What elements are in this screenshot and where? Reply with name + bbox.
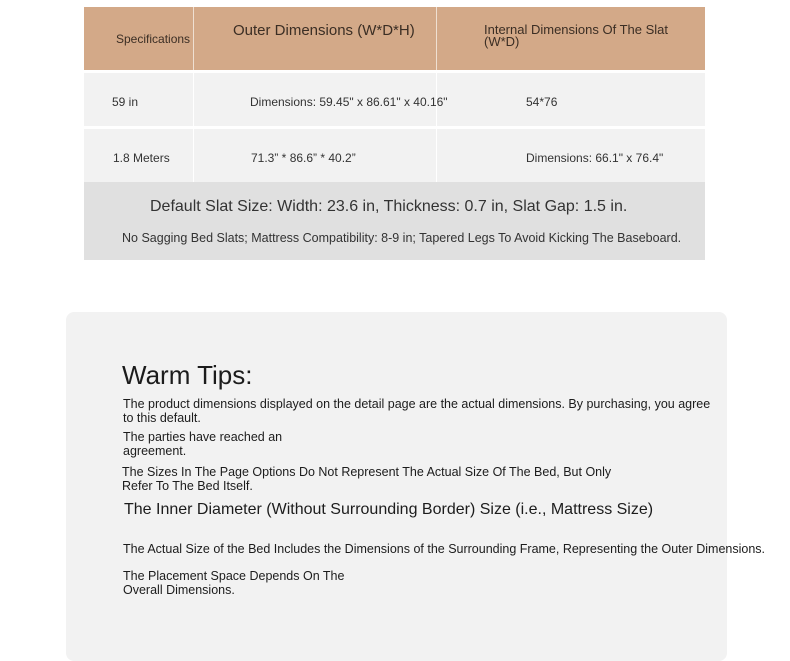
table-header xyxy=(84,7,705,70)
outer-cell: 71.3” * 86.6” * 40.2” xyxy=(251,151,356,165)
column-divider xyxy=(436,129,437,182)
tip-line: The parties have reached an agreement. xyxy=(123,430,283,458)
column-divider xyxy=(193,129,194,182)
internal-cell: Dimensions: 66.1" x 76.4" xyxy=(526,151,664,165)
warm-tips-panel xyxy=(66,312,766,661)
outer-cell: Dimensions: 59.45" x 86.61" x 40.16" xyxy=(250,95,448,109)
table-row xyxy=(84,129,705,182)
header-outer-dimensions: Outer Dimensions (W*D*H) xyxy=(233,22,415,39)
tip-line: The product dimensions displayed on the detail page are the actual dimensions. By purchasing, you agree to this default. xyxy=(123,397,711,425)
tip-heading: The Inner Diameter (Without Surrounding Border) Size (i.e., Mattress Size) xyxy=(124,501,654,518)
features-text: No Sagging Bed Slats; Mattress Compatibility: 8-9 in; Tapered Legs To Avoid Kicking The Baseboard. xyxy=(122,231,682,245)
header-internal-dimensions: Internal Dimensions Of The Slat (W*D) xyxy=(484,22,669,49)
slat-size-text: Default Slat Size: Width: 23.6 in, Thickness: 0.7 in, Slat Gap: 1.5 in. xyxy=(150,198,628,215)
table-row xyxy=(84,73,705,126)
column-divider xyxy=(436,7,437,70)
slat-note xyxy=(84,182,705,260)
tip-line: The Actual Size of the Bed Includes the Dimensions of the Surrounding Frame, Representing the Outer Dimensions. xyxy=(123,542,766,556)
tip-line: The Placement Space Depends On The Overall Dimensions. xyxy=(123,569,345,597)
spec-cell: 1.8 Meters xyxy=(113,151,170,165)
column-divider xyxy=(193,73,194,126)
spec-cell: 59 in xyxy=(112,95,139,109)
tip-line: The Sizes In The Page Options Do Not Represent The Actual Size Of The Bed, But Only Refer To The Bed Itself. xyxy=(122,465,612,493)
internal-cell: 54*76 xyxy=(526,95,558,109)
spec-table xyxy=(84,7,705,260)
header-specifications: Specifications xyxy=(116,32,191,46)
column-divider xyxy=(193,7,194,70)
warm-tips-title: Warm Tips: xyxy=(122,360,253,390)
